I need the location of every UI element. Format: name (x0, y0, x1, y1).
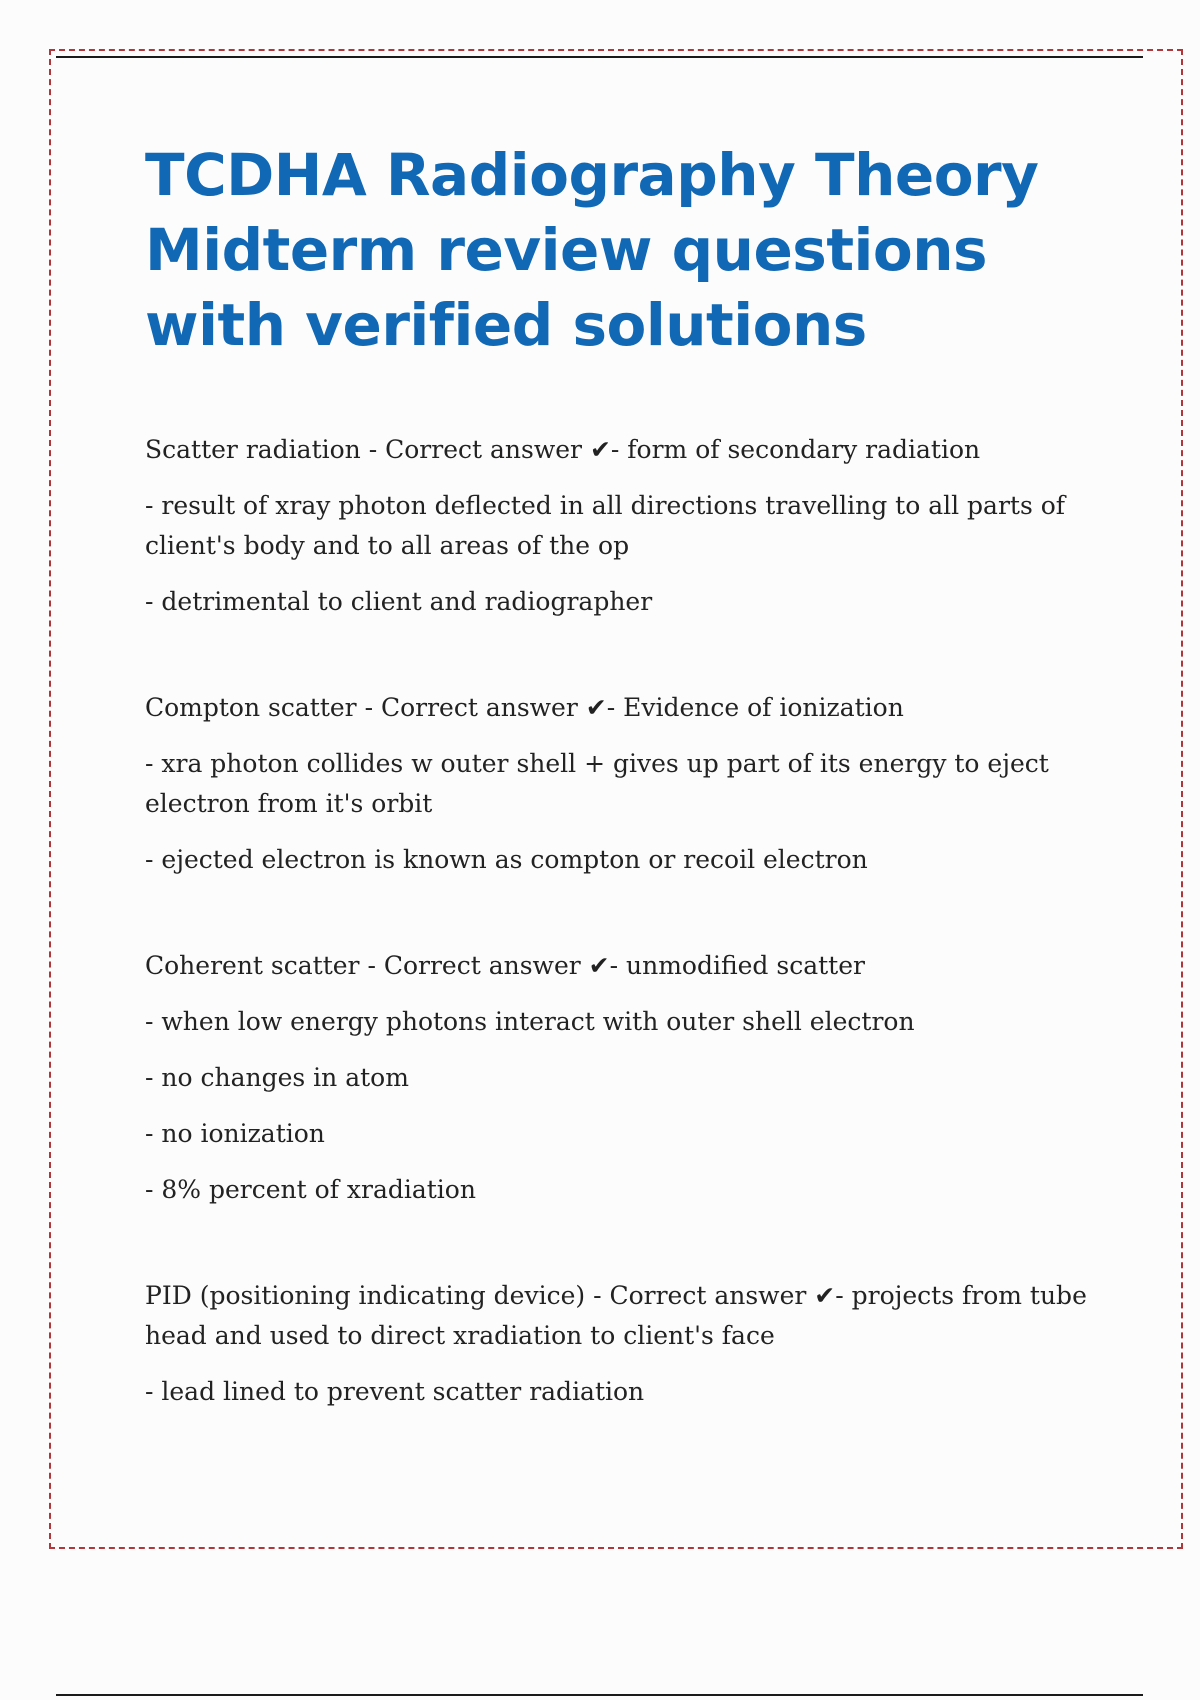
correct-answer-label: - Correct answer (368, 435, 582, 464)
title-line: TCDHA Radiography Theory (145, 141, 1039, 209)
answer: - Evidence of ionization (606, 693, 904, 722)
detail-line: - detrimental to client and radiographer (145, 587, 653, 616)
detail-line: - 8% percent of xradiation (145, 1175, 476, 1204)
title-line: with verified solutions (145, 291, 867, 359)
question-line (145, 1276, 1095, 1356)
question-line (145, 946, 1095, 986)
question-line (145, 688, 1095, 728)
checkmark-icon: ✔ (814, 1281, 836, 1310)
term: Coherent scatter (145, 951, 360, 980)
checkmark-icon: ✔ (589, 435, 611, 464)
bottom-rule (56, 1694, 1143, 1696)
answer: - projects from tube head and used to direct xradiation to client's face (145, 1281, 1087, 1350)
answer: - unmodified scatter (609, 951, 865, 980)
top-rule (56, 56, 1143, 58)
term: Scatter radiation (145, 435, 361, 464)
title-line: Midterm review questions (145, 216, 988, 284)
correct-answer-label: - Correct answer (364, 693, 578, 722)
term: PID (positioning indicating device) (145, 1281, 586, 1310)
detail-line: - xra photon collides w outer shell + gives up part of its energy to eject electron from it's orbit (145, 749, 1049, 818)
question-line (145, 430, 1095, 470)
qa-list (145, 430, 1095, 1478)
detail-line: - result of xray photon deflected in all directions travelling to all parts of client's body and to all areas of the op (145, 491, 1066, 560)
correct-answer-label: - Correct answer (367, 951, 581, 980)
correct-answer-label: - Correct answer (593, 1281, 807, 1310)
term: Compton scatter (145, 693, 357, 722)
qa-entry-compton-scatter (145, 688, 1095, 880)
detail-line: - ejected electron is known as compton or recoil electron (145, 845, 868, 874)
detail-line: - no changes in atom (145, 1063, 409, 1092)
qa-entry-scatter-radiation (145, 430, 1095, 622)
detail-line: - lead lined to prevent scatter radiation (145, 1377, 645, 1406)
checkmark-icon: ✔ (588, 951, 610, 980)
detail-line: - no ionization (145, 1119, 325, 1148)
detail-line: - when low energy photons interact with outer shell electron (145, 1007, 915, 1036)
qa-entry-coherent-scatter (145, 946, 1095, 1210)
checkmark-icon: ✔ (585, 693, 607, 722)
document-title (145, 138, 1085, 363)
answer: - form of secondary radiation (610, 435, 981, 464)
qa-entry-pid (145, 1276, 1095, 1412)
